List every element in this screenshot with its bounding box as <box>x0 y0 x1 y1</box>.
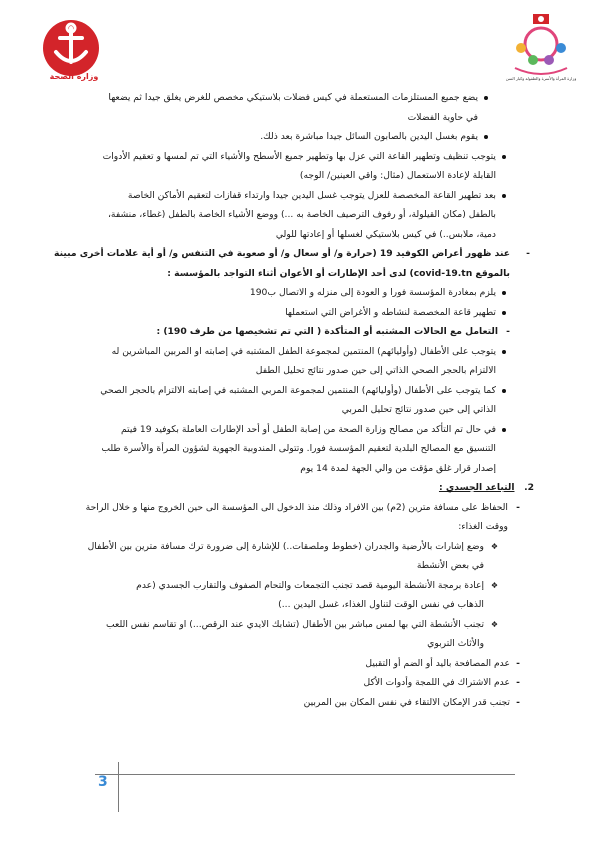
text-line: بعد تطهير القاعة المخصصة للعزل يتوجب غسل اليدين جيدا وارتداء قفازات لتعقيم الأماكن الخاصة <box>127 189 496 201</box>
text-line: القابلة لإعادة الاستعمال (مثال: واقي العينين/ الوجه) <box>299 170 496 181</box>
section-heading: عند ظهور أعراض الكوفيد 19 (حرارة و/ أو سعال و/ أو صعوبة في التنفس و/ أو أية علامات أخرى مبينة <box>54 248 510 259</box>
text-line: تجنب قدر الإمكان الالتقاء في نفس المكان بين المربين <box>303 696 510 708</box>
text-line: يتوجب تنظيف وتطهير القاعة التي عزل بها وتطهير جميع الأسطح والأشياء التي تم لمسها و تعقيم الأدوات <box>102 150 496 162</box>
text-line: دمية، ملابس..) في كيس بلاستيكي لغسلها أو إعادتها للولي <box>275 228 496 240</box>
text-line: إعادة برمجة الأنشطة اليومية قصد تجنب التجمعات والتحام الصفوف والتقارب الجسدي (عدم <box>136 579 484 591</box>
text-line: تجنب الأنشطة التي بها لمس مباشر بين الأطفال (تشابك الايدي عند الرقص...) او تقاسم نفس اللعب <box>106 618 484 630</box>
section-heading: بالموقع covid-19.tn) لدى أحد الإطارات أو الأعوان أثناء التواجد بالمؤسسة : <box>167 267 510 279</box>
section-heading: التعامل مع الحالات المشتبه أو المتأكدة ( التي تم تشخيصها من طرف 190) : <box>156 326 498 337</box>
text-line: إصدار قرار غلق مؤقت من والي الجهة لمدة 14 يوم <box>300 462 496 474</box>
text-line: الالتزام بالحجر الصحي الذاتي إلى حين صدور نتائج تحليل الطفل <box>255 365 496 376</box>
text-line: كما يتوجب على الأطفال (وأوليائهم) المنتمين لمجموعة المربي المشتبه في إصابته الالتزام بالحجر الصحي <box>100 384 496 396</box>
text-line: في حال تم التأكد من مصالح وزارة الصحة من إصابة الطفل أو أحد الإطارات العاملة بكوفيد 19 فيتم <box>120 423 496 435</box>
children-family-logo-icon <box>505 12 577 84</box>
text-line: ووقت الغذاء: <box>458 521 508 532</box>
right-logo-text: وزارة المرأة والأسرة والطفولة وكبار السن <box>505 76 577 81</box>
footer-divider <box>118 762 119 812</box>
document-body: يضع جميع المستلزمات المستعملة في كيس فضلات بلاستيكي مخصص للغرض يغلق جيدا ثم يضعها في حاوية الفضلات يقوم بغسل اليدين بالصابون السائل جيدا مباشرة بعد ذلك. يتوجب تنظيف وتطهير القاعة التي عزل بها وتطهير جميع الأسطح والأشياء التي تم لمسها و تعقيم الأدوات القابلة لإعادة الاستعمال (مثال: واقي العينين/ الوجه) بعد تطهير القاعة المخصصة للعزل يتوجب غسل اليدين جيدا وارتداء قفازات لتعقيم الأماكن الخاصة بالطفل (مكان القيلولة، أو رفوف الترصيف الخاصة به ...) ووضع الأشياء الخاصة بالطفل (غطاء، منشفة، دمية، ملابس..) في كيس بلاستيكي لغسلها أو إعادتها للولي - عند ظهور أعراض الكوفيد 19 (حرارة و/ أو سعال و/ أو صعوبة في التنفس و/ أو أية علامات أخرى مبينة بالموقع covid-19.tn) لدى أحد الإطارات أو الأعوان أثناء التواجد بالمؤسسة : يلزم بمغادرة المؤسسة فورا و العودة إلى منزله و الاتصال ب190 تطهير قاعة المخصصة لنشاطه و الأغراض التي استعملها - التعامل مع الحالات المشتبه أو المتأكدة ( التي تم تشخيصها من طرف 190) : يتوجب على الأطفال (وأوليائهم) المنتمين لمجموعة الطفل المشتبه في إصابته او المربين المباشرين له الالتزام بالحجر الصحي الذاتي إلى حين صدور نتائج تحليل الطفل كما يتوجب على الأطفال (وأوليائهم) المنتمين لمجموعة المربي المشتبه في إصابته الالتزام بالحجر الصحي الذاتي إلى حين صدور نتائج تحليل المربي في حال تم التأكد من مصالح وزارة الصحة من إصابة الطفل أو أحد الإطارات العاملة بكوفيد 19 فيتم التنسيق مع المصالح البلدية لتعقيم المؤسسة فورا. وتتولى المندوبية الجهوية لشؤون المرأة والأسرة طلب إصدار قرار غلق مؤقت من والي الجهة لمدة 14 يوم 2. التباعد الجسدي : - الحفاظ على مسافة مترين (2م) بين الافراد وذلك منذ الدخول الى المؤسسة الى حين الخروج منها و خلال الراحة ووقت الغذاء: ❖ وضع إشارات بالأرضية والجدران (خطوط وملصقات..) للإشارة إلى ضرورة ترك مسافة مترين بين الأطفال في بعض الأنشطة ❖ إعادة برمجة الأنشطة اليومية قصد تجنب التجمعات والتحام الصفوف والتقارب الجسدي (عدم الذهاب في نفس الوقت لتناول الغذاء، غسل اليدين ...) ❖ تجنب الأنشطة التي بها لمس مباشر بين الأطفال (تشابك الايدي عند الرقص...) او تقاسم نفس اللعب والأثاث التربوي - عدم المصافحة باليد أو الضم أو التقبيل - عدم الاشتراك في اللمجة وأدوات الأكل - تجنب قدر الإمكان الالتقاء في نفس المكان بين المربين <box>54 92 534 708</box>
text-line: الحفاظ على مسافة مترين (2م) بين الافراد وذلك منذ الدخول الى المؤسسة الى حين الخروج منها و خلال الراحة <box>85 501 508 513</box>
text-line: وضع إشارات بالأرضية والجدران (خطوط وملصقات..) للإشارة إلى ضرورة ترك مسافة مترين بين الأطفال <box>87 540 484 552</box>
text-line: الذهاب في نفس الوقت لتناول الغذاء، غسل اليدين ...) <box>278 599 484 610</box>
text-line: في حاوية الفضلات <box>407 111 478 123</box>
text-line: والأثاث التربوي <box>427 638 484 649</box>
section-title: التباعد الجسدي : <box>438 482 515 493</box>
page-number: 3 <box>98 774 108 790</box>
text-line: يلزم بمغادرة المؤسسة فورا و العودة إلى منزله و الاتصال ب190 <box>249 287 496 298</box>
text-line: يضع جميع المستلزمات المستعملة في كيس فضلات بلاستيكي مخصص للغرض يغلق جيدا ثم يضعها <box>108 92 478 103</box>
text-line: في بعض الأنشطة <box>416 560 484 571</box>
text-line: الذاتي إلى حين صدور نتائج تحليل المربي <box>341 404 496 415</box>
text-line: عدم المصافحة باليد أو الضم أو التقبيل <box>365 657 510 669</box>
text-line: يتوجب على الأطفال (وأوليائهم) المنتمين لمجموعة الطفل المشتبه في إصابته او المربين المباشرين له <box>111 345 496 357</box>
section-number: 2. <box>524 482 534 493</box>
text-line: التنسيق مع المصالح البلدية لتعقيم المؤسسة فورا. وتتولى المندوبية الجهوية لشؤون المرأة والأسرة طلب <box>101 443 496 454</box>
text-line: عدم الاشتراك في اللمجة وأدوات الأكل <box>363 677 510 688</box>
footer-rule <box>95 774 515 775</box>
text-line: تطهير قاعة المخصصة لنشاطه و الأغراض التي استعملها <box>285 306 496 318</box>
text-line: بالطفل (مكان القيلولة، أو رفوف الترصيف الخاصة به ...) ووضع الأشياء الخاصة بالطفل (غطاء، منشفة، <box>107 209 496 220</box>
ministry-caption: وزارة الصحة <box>49 72 99 81</box>
text-line: يقوم بغسل اليدين بالصابون السائل جيدا مباشرة بعد ذلك. <box>260 131 478 142</box>
